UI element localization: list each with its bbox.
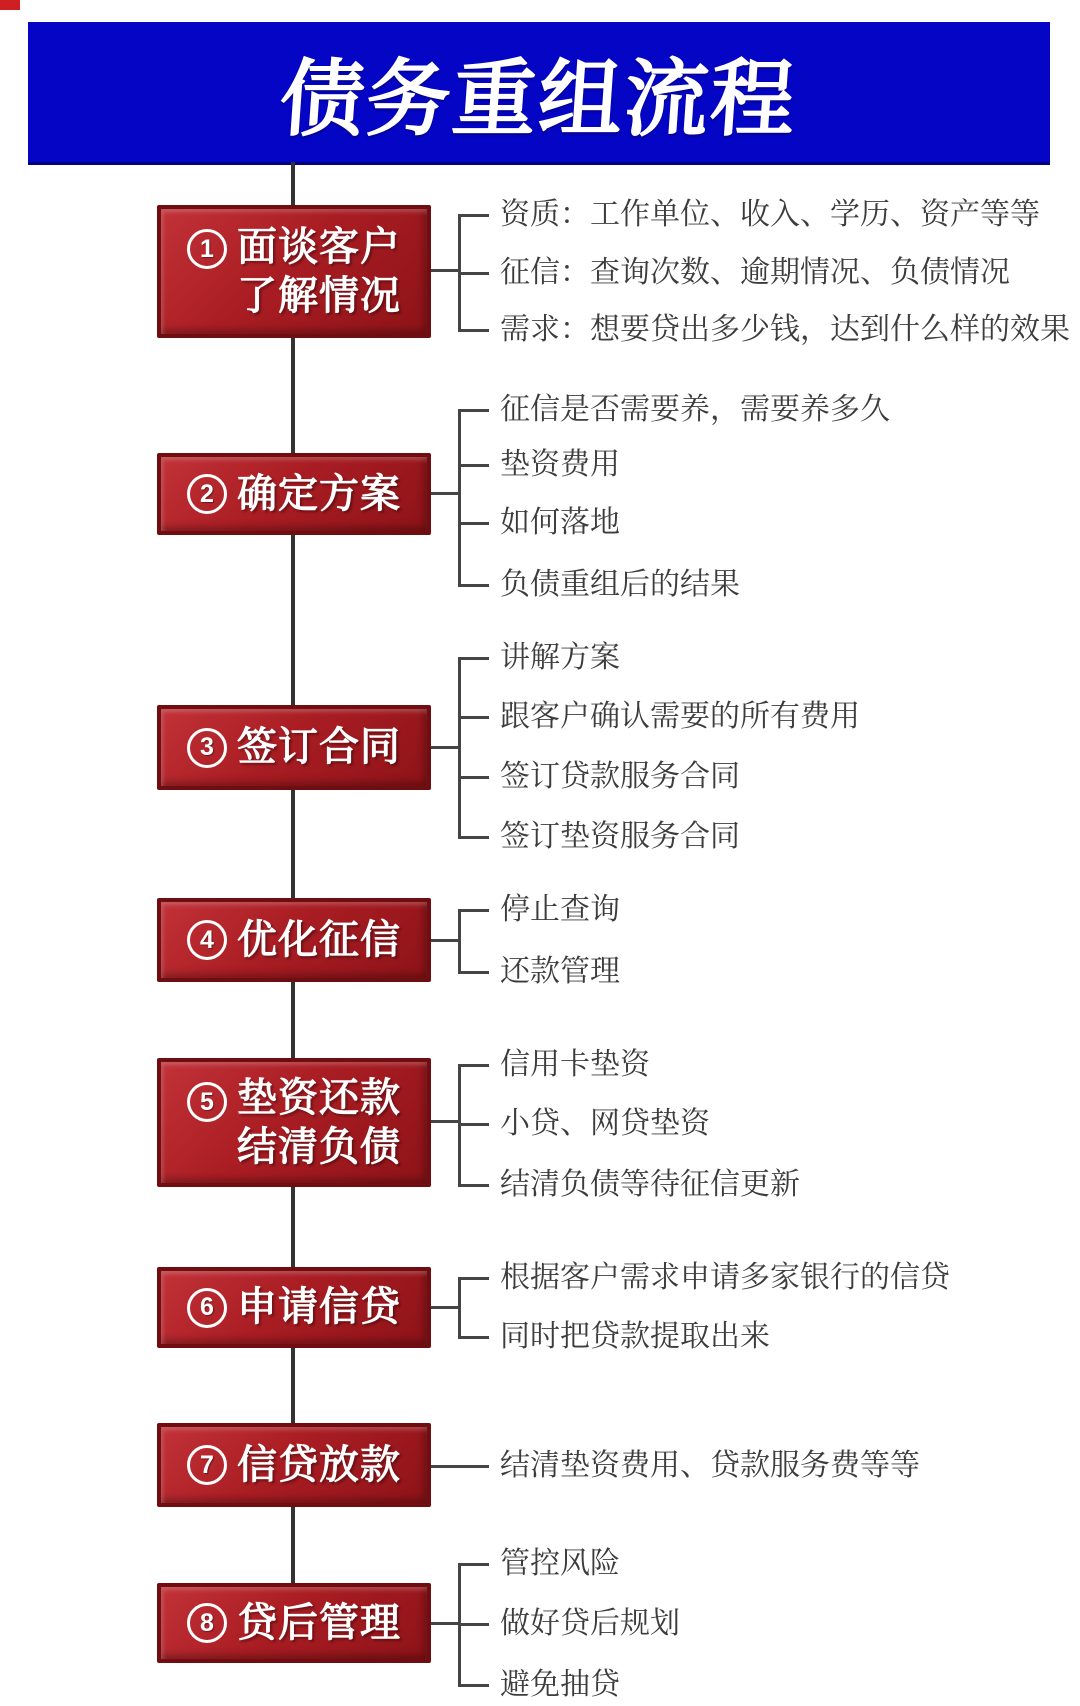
bracket-tick	[458, 214, 489, 217]
step-label	[237, 1074, 401, 1172]
connector-line	[431, 1465, 489, 1468]
step-number-badge	[187, 474, 227, 514]
branch-item: 做好贷后规划	[500, 1607, 680, 1640]
step-number: 6	[200, 1293, 214, 1321]
bracket-tick	[458, 329, 489, 332]
step-label: 优化征信	[237, 917, 401, 962]
bracket-tick	[458, 1623, 489, 1626]
branch-item: 管控风险	[500, 1547, 620, 1580]
step-label-line: 了解情况	[237, 273, 401, 318]
step-number: 3	[200, 733, 214, 761]
bracket-tick	[458, 584, 489, 587]
step-number: 1	[200, 234, 214, 263]
step-number: 2	[200, 479, 214, 508]
step-box-5	[157, 1058, 431, 1187]
bracket-spine	[458, 657, 461, 838]
branch-item: 避免抽贷	[500, 1668, 620, 1701]
step-number-badge	[187, 920, 227, 960]
corner-artifact	[0, 0, 20, 10]
step-number-badge	[187, 1288, 227, 1328]
branch-item: 同时把贷款提取出来	[500, 1320, 770, 1353]
step-number-badge	[187, 1603, 227, 1643]
step-box-1	[157, 205, 431, 338]
branch-item: 还款管理	[500, 955, 620, 988]
bracket-tick	[458, 836, 489, 839]
step-box-6	[157, 1267, 431, 1348]
branch-item: 结清负债等待征信更新	[500, 1168, 800, 1201]
bracket-tick	[458, 272, 489, 275]
branch-item: 停止查询	[500, 893, 620, 926]
branch-item: 征信：查询次数、逾期情况、负债情况	[500, 256, 1010, 289]
branch-item: 负债重组后的结果	[500, 568, 740, 601]
step-number-badge	[187, 229, 227, 269]
step-label: 信贷放款	[237, 1442, 401, 1487]
trunk-line	[291, 162, 295, 1583]
step-number-badge	[187, 1445, 227, 1485]
step-box-8	[157, 1583, 431, 1663]
step-number-badge	[187, 1082, 227, 1122]
bracket-tick	[458, 716, 489, 719]
step-label: 贷后管理	[237, 1600, 401, 1645]
bracket-tick	[458, 657, 489, 660]
step-number: 4	[200, 925, 214, 954]
bracket-tick	[458, 1336, 489, 1339]
connector-line	[431, 939, 461, 942]
step-number: 8	[200, 1608, 214, 1637]
bracket-tick	[458, 1123, 489, 1126]
connector-line	[431, 1120, 461, 1123]
branch-item: 跟客户确认需要的所有费用	[500, 700, 860, 733]
bracket-tick	[458, 409, 489, 412]
step-label: 确定方案	[237, 471, 401, 516]
branch-item: 签订垫资服务合同	[500, 820, 740, 853]
branch-item: 讲解方案	[500, 641, 620, 674]
bracket-tick	[458, 1277, 489, 1280]
bracket-tick	[458, 971, 489, 974]
step-label-line: 面谈客户	[237, 224, 401, 269]
bracket-tick	[458, 464, 489, 467]
step-number: 5	[200, 1087, 214, 1116]
branch-item: 根据客户需求申请多家银行的信贷	[500, 1261, 950, 1294]
branch-item: 信用卡垫资	[500, 1048, 650, 1081]
bracket-spine	[458, 1277, 461, 1339]
step-label: 申请信贷	[237, 1285, 401, 1329]
title-banner	[28, 22, 1050, 165]
connector-line	[431, 746, 461, 749]
bracket-tick	[458, 1684, 489, 1687]
step-box-2	[157, 453, 431, 535]
connector-line	[431, 1306, 461, 1309]
bracket-tick	[458, 1184, 489, 1187]
bracket-tick	[458, 909, 489, 912]
step-label	[237, 223, 401, 321]
connector-line	[431, 1622, 461, 1625]
bracket-tick	[458, 776, 489, 779]
branch-item: 如何落地	[500, 506, 620, 539]
step-box-3	[157, 705, 431, 790]
page-title: 债务重组流程	[277, 51, 800, 146]
branch-item: 征信是否需要养，需要养多久	[500, 393, 890, 426]
bracket-tick	[458, 1064, 489, 1067]
step-number: 7	[200, 1450, 214, 1479]
branch-item: 需求：想要贷出多少钱，达到什么样的效果	[500, 313, 1070, 346]
step-label: 签订合同	[237, 725, 401, 769]
bracket-tick	[458, 1563, 489, 1566]
step-box-4	[157, 898, 431, 982]
branch-item: 签订贷款服务合同	[500, 760, 740, 793]
step-label-line: 结清负债	[237, 1124, 401, 1169]
branch-item: 结清垫资费用、贷款服务费等等	[500, 1449, 920, 1482]
connector-line	[431, 492, 461, 495]
step-box-7	[157, 1423, 431, 1507]
branch-item: 资质：工作单位、收入、学历、资产等等	[500, 198, 1040, 231]
step-number-badge	[187, 728, 227, 768]
bracket-spine	[458, 909, 461, 973]
branch-item: 垫资费用	[500, 448, 620, 481]
bracket-spine	[458, 409, 461, 587]
bracket-tick	[458, 522, 489, 525]
connector-line	[431, 269, 461, 272]
branch-item: 小贷、网贷垫资	[500, 1107, 710, 1140]
step-label-line: 垫资还款	[237, 1075, 401, 1120]
